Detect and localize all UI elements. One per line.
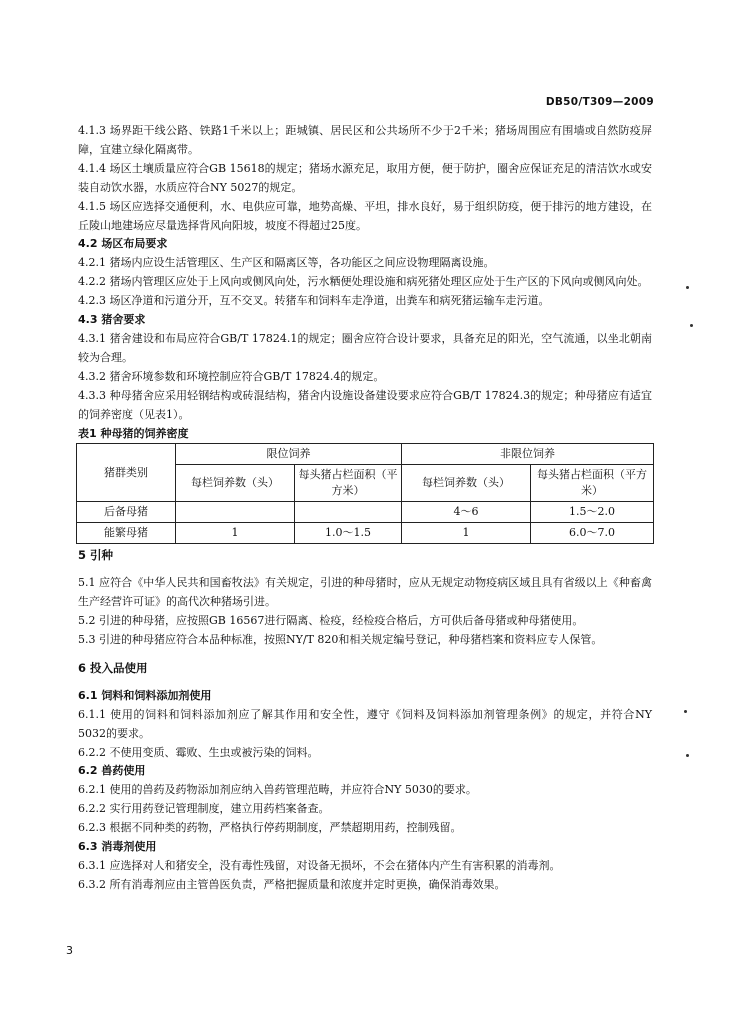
scan-speck <box>684 710 687 713</box>
scan-speck <box>686 286 689 289</box>
cell-unl-count: 4～6 <box>402 502 531 523</box>
clause-4-3-3: 4.3.3 种母猪舍应采用轻钢结构或砖混结构，猪舍内设施设备建设要求应符合GB/T 17824.3的规定；种母猪应有适宜的饲养密度（见表1）。 <box>78 388 652 421</box>
header-pig-type: 猪群类别 <box>77 444 176 502</box>
clause-4-1-5: 4.1.5 场区应选择交通便利，水、电供应可靠，地势高燥、平坦，排水良好，易于组织防疫，便于排污的地方建设，在丘陵山地建场应尽量选择背风向阳坡，坡度不得超过25度。 <box>78 199 652 232</box>
scan-speck <box>690 324 693 327</box>
heading-6-1: 6.1 饲料和饲料添加剂使用 <box>78 688 212 702</box>
clause-6-3-1: 6.3.1 应选择对人和猪安全，没有毒性残留，对设备无损坏，不会在猪体内产生有害积累的消毒剂。 <box>78 859 561 872</box>
density-table <box>76 443 654 544</box>
document-code: DB50/T309—2009 <box>545 96 654 108</box>
clause-4-2-3: 4.2.3 场区净道和污道分开，互不交叉。转猪车和饲料车走净道，出粪车和病死猪运输车走污道。 <box>78 294 550 308</box>
header-unlimited: 非限位饲养 <box>402 444 654 465</box>
cell-type: 后备母猪 <box>77 502 176 523</box>
cell-lim-area: 1.0～1.5 <box>295 523 402 544</box>
clause-6-2-1: 6.2.1 使用的兽药及药物添加剂应纳入兽药管理范畴，并应符合NY 5030的要求。 <box>78 783 477 797</box>
header-unl-count: 每栏饲养数（头） <box>402 465 531 502</box>
heading-4-2: 4.2 场区布局要求 <box>78 237 168 251</box>
clause-4-2-1: 4.2.1 猪场内应设生活管理区、生产区和隔离区等，各功能区之间应设物理隔离设施。 <box>78 256 495 270</box>
table-row <box>77 523 654 544</box>
clause-6-3-2: 6.3.2 所有消毒剂应由主管兽医负责，严格把握质量和浓度并定时更换，确保消毒效果。 <box>78 877 506 891</box>
table-caption: 表1 种母猪的饲养密度 <box>78 426 189 440</box>
clause-4-1-4: 4.1.4 场区土壤质量应符合GB 15618的规定；猪场水源充足，取用方便，便于防护，圈舍应保证充足的清洁饮水或安装自动饮水器，水质应符合NY 5027的规定。 <box>78 161 652 194</box>
clause-5-2: 5.2 引进的种母猪，应按照GB 16567进行隔离、检疫，经检疫合格后，方可供后备母猪或种母猪使用。 <box>78 614 584 628</box>
clause-4-3-2: 4.3.2 猪舍环境参数和环境控制应符合GB/T 17824.4的规定。 <box>78 369 385 383</box>
header-unl-area: 每头猪占栏面积（平方米） <box>531 465 654 502</box>
scan-speck <box>686 754 689 757</box>
clause-6-2-3: 6.2.3 根据不同种类的药物，严格执行停药期制度，严禁超期用药，控制残留。 <box>78 821 462 835</box>
heading-6-3: 6.3 消毒剂使用 <box>78 840 157 854</box>
clause-4-1-3: 4.1.3 场界距干线公路、铁路1千米以上；距城镇、居民区和公共场所不少于2千米；猪场周围应有围墙或自然防疫屏障，宜建立绿化隔离带。 <box>78 124 652 156</box>
heading-6: 6 投入品使用 <box>78 660 148 675</box>
clause-4-3-1: 4.3.1 猪舍建设和布局应符合GB/T 17824.1的规定；圈舍应符合设计要求，具备充足的阳光，空气流通，以坐北朝南较为合理。 <box>78 331 652 364</box>
table-header-row <box>77 444 654 465</box>
clause-6-1-1: 6.1.1 使用的饲料和饲料添加剂应了解其作用和安全性，遵守《饲料及饲料添加剂管理条例》的规定，并符合NY 5032的要求。 <box>78 707 652 740</box>
clause-6-2-2: 6.2.2 实行用药登记管理制度，建立用药档案备查。 <box>78 802 330 816</box>
cell-lim-area <box>295 502 402 523</box>
clause-4-2-2: 4.2.2 猪场内管理区应处于上风向或侧风向处，污水粞便处理设施和病死猪处理区应处于生产区的下风向或侧风向处。 <box>78 275 649 289</box>
cell-unl-area: 6.0～7.0 <box>531 523 654 544</box>
header-lim-count: 每栏饲养数（头） <box>176 465 295 502</box>
document-body <box>78 122 652 895</box>
cell-lim-count: 1 <box>176 523 295 544</box>
cell-unl-area: 1.5～2.0 <box>531 502 654 523</box>
heading-6-2: 6.2 兽药使用 <box>78 764 146 778</box>
clause-5-1: 5.1 应符合《中华人民共和国畜牧法》有关规定，引进的种母猪时，应从无规定动物疫病区域且具有省级以上《种畜禽生产经营许可证》的高代次种猪场引进。 <box>78 576 652 609</box>
header-limited: 限位饲养 <box>176 444 402 465</box>
table-row <box>77 502 654 523</box>
cell-lim-count <box>176 502 295 523</box>
cell-type: 能繁母猪 <box>77 523 176 544</box>
clause-6-2-2-feed: 6.2.2 不使用变质、霉败、生虫或被污染的饲料。 <box>78 745 319 759</box>
clause-5-3: 5.3 引进的种母猪应符合本品种标准，按照NY/T 820和相关规定编号登记，种母猪档案和资料应专人保管。 <box>78 633 603 647</box>
page-number: 3 <box>66 944 73 957</box>
header-lim-area: 每头猪占栏面积（平方米） <box>295 465 402 502</box>
heading-5: 5 引种 <box>78 548 114 563</box>
cell-unl-count: 1 <box>402 523 531 544</box>
heading-4-3: 4.3 猪舍要求 <box>78 313 146 327</box>
